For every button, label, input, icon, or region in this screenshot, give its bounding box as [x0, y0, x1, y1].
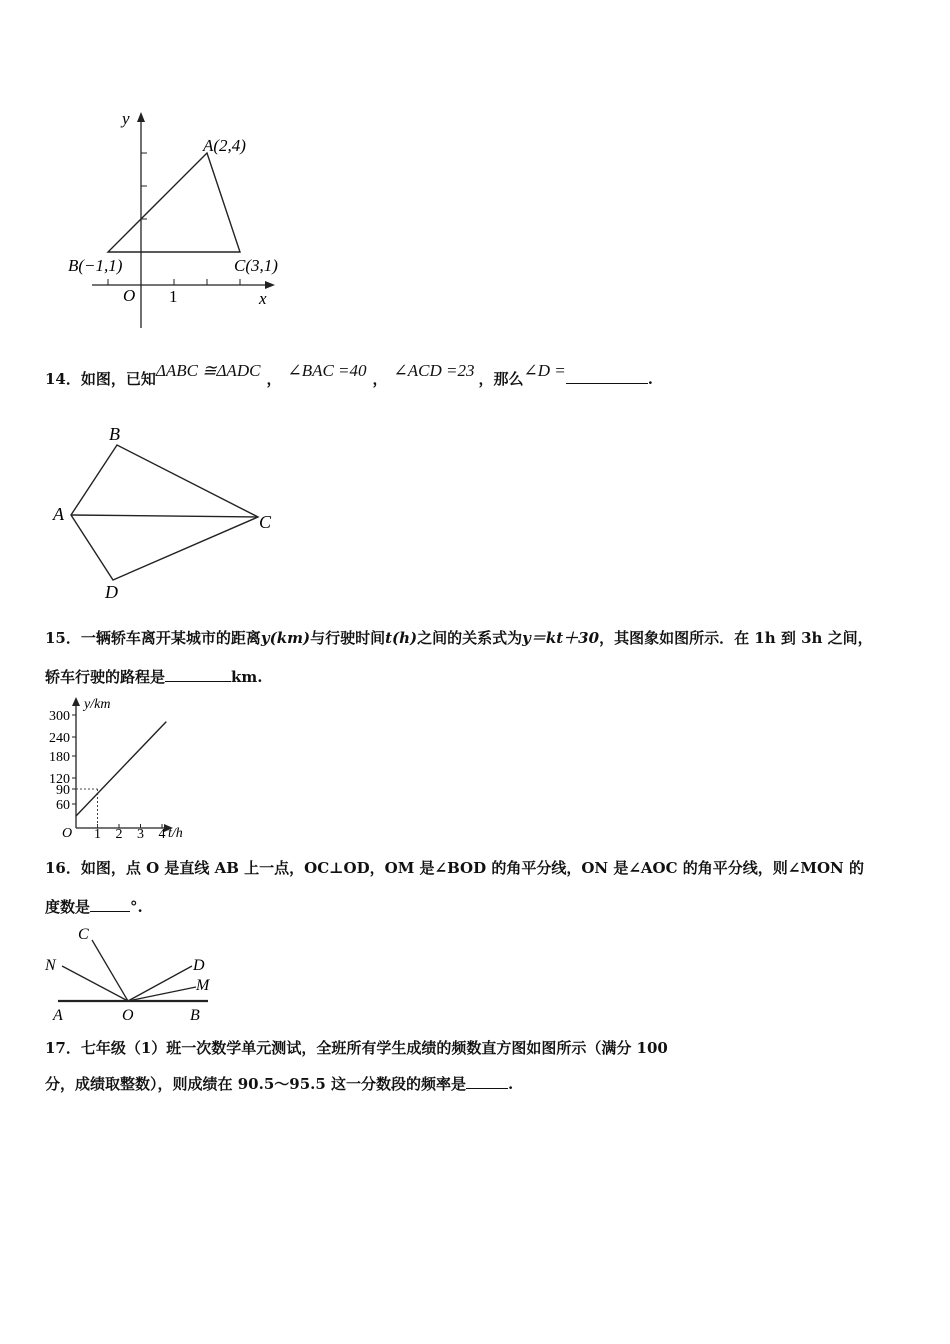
q14-prefix: 14．如图，已知 [45, 370, 156, 388]
label-o: O [122, 1007, 134, 1024]
question-15-line-1 [45, 628, 873, 648]
x-tick-label: 3 [137, 827, 144, 842]
y-axis-title: y/km [84, 697, 111, 712]
x-tick-label: 4 [158, 827, 166, 842]
diagonal-ac [71, 515, 258, 517]
q15-text-b: 与行驶时间 [310, 629, 386, 647]
question-17-line-1 [45, 1038, 668, 1058]
label-c: C [78, 926, 89, 943]
q14-sep1: ， [266, 370, 282, 388]
vertex-c: C [259, 512, 272, 532]
q14-sep3: ，那么 [478, 370, 524, 388]
question-17-line-2 [45, 1073, 513, 1094]
q15-text-c: 之间的关系式为 [417, 629, 523, 647]
q14-answer-blank[interactable] [566, 368, 648, 384]
point-c-label: C(3,1) [234, 256, 278, 275]
question-15-line-2 [45, 666, 263, 687]
question-14 [45, 361, 654, 389]
q14-angle-acd: ∠ACD =23 [393, 361, 475, 380]
vertex-d: D [105, 582, 118, 602]
angle-bisector-figure [40, 922, 230, 1024]
y-tick-label: 120 [49, 772, 70, 787]
triangle-abc [108, 153, 240, 252]
kite-figure [45, 420, 285, 605]
kite-abcd [71, 445, 258, 580]
origin-label: O [123, 286, 136, 305]
label-b: B [190, 1007, 200, 1024]
tick-label-1: 1 [169, 287, 178, 306]
y-axis-label: y [122, 109, 130, 128]
q14-congruence: ΔABC ≅ΔADC [155, 361, 261, 380]
question-16-line-2 [45, 896, 143, 917]
x-axis-arrow [265, 281, 275, 289]
y-tick-label: 60 [56, 798, 70, 813]
origin-label: O [62, 826, 73, 841]
y-tick-label: 180 [49, 750, 70, 765]
distance-time-chart [40, 692, 220, 844]
q15-line-2-end: km. [231, 668, 263, 686]
label-n: N [45, 957, 56, 974]
q17-answer-blank[interactable] [466, 1073, 508, 1089]
q15-line-2-text: 轿车行驶的路程是 [45, 668, 166, 686]
q14-angle-d: ∠D = [523, 361, 566, 380]
q17-line-1-text: 17．七年级（1）班一次数学单元测试，全班所有学生成绩的频数直方图如图所示（满分 100 [45, 1039, 668, 1057]
q15-answer-blank[interactable] [165, 666, 231, 682]
q17-line-2-end: . [508, 1075, 514, 1093]
y-tick-label: 240 [49, 731, 70, 746]
x-tick-label: 2 [115, 827, 123, 842]
q15-text-a: 15．一辆轿车离开某城市的距离 [45, 629, 261, 647]
q14-angle-bac: ∠BAC =40 [287, 361, 367, 380]
label-a: A [53, 1007, 63, 1024]
q15-y-variable: y(km) [260, 629, 311, 647]
q14-end: . [647, 370, 654, 388]
series-line [76, 722, 166, 816]
vertex-a: A [53, 504, 64, 524]
q16-line-2-text: 度数是 [45, 898, 91, 916]
q17-line-2-text: 分，成绩取整数），则成绩在 90.5～95.5 这一分数段的频率是 [45, 1075, 467, 1093]
q16-line-2-end: °. [130, 898, 143, 916]
ray-om [128, 987, 196, 1001]
label-m: M [196, 977, 210, 994]
q15-t-variable: t(h) [385, 629, 418, 647]
question-16-line-1 [45, 858, 864, 878]
q16-line-1-text: 16．如图，点 O 是直线 AB 上一点，OC⊥OD，OM 是∠BOD 的角平分线，ON 是∠AOC 的角平分线，则∠MON 的 [45, 859, 864, 877]
point-a-label: A(2,4) [203, 136, 246, 155]
point-b-label: B(−1,1) [68, 256, 123, 275]
triangle-coordinate-figure [60, 108, 300, 333]
x-tick-label: 1 [94, 827, 101, 842]
q15-formula: y＝kt＋30 [522, 629, 600, 647]
vertex-b: B [109, 424, 120, 444]
q15-text-d: ，其图象如图所示．在 1h 到 3h 之间， [599, 629, 873, 647]
y-axis-arrow [72, 697, 80, 706]
y-tick-label: 300 [49, 709, 70, 724]
q14-sep2: ， [372, 370, 388, 388]
x-axis-title: t/h [168, 826, 183, 841]
label-d: D [193, 957, 205, 974]
q16-answer-blank[interactable] [90, 896, 130, 912]
ray-od [128, 966, 192, 1001]
x-axis-label: x [259, 289, 267, 308]
y-axis-arrow [137, 112, 145, 122]
y-tick-label: 90 [56, 783, 70, 798]
